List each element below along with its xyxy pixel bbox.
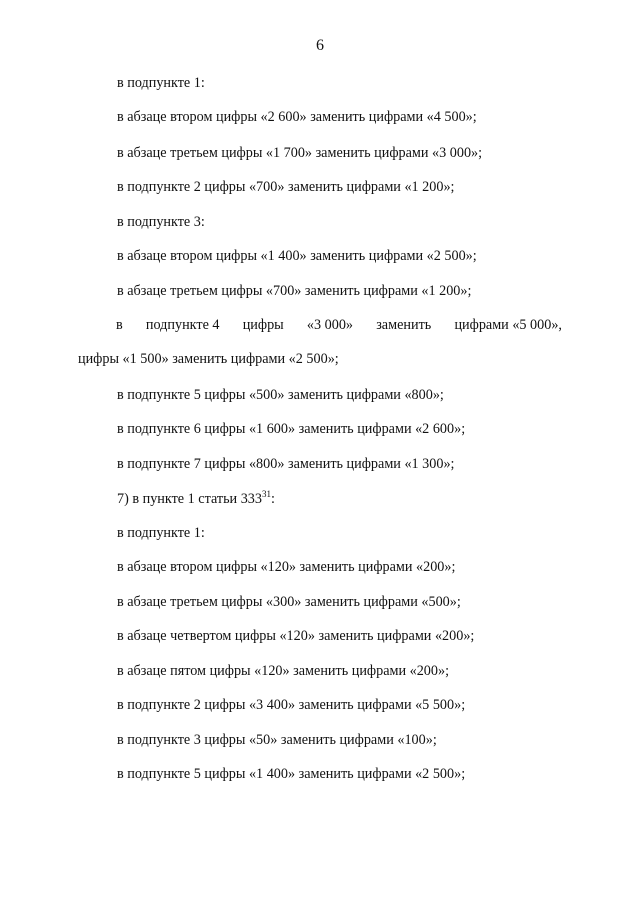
article-superscript: 31 bbox=[261, 489, 271, 499]
paragraph-word: заменить bbox=[376, 317, 432, 333]
document-line: в абзаце третьем цифры «300» заменить цифрами «500»; bbox=[117, 594, 461, 610]
justified-paragraph-line bbox=[116, 316, 562, 334]
document-line: в абзаце пятом цифры «120» заменить цифрами «200»; bbox=[117, 663, 450, 679]
document-line: в подпункте 5 цифры «1 400» заменить цифрами «2 500»; bbox=[117, 766, 466, 782]
paragraph-word: цифрами «5 000», bbox=[454, 317, 562, 333]
paragraph-word: цифры bbox=[242, 317, 284, 333]
document-line: в подпункте 7 цифры «800» заменить цифрами «1 300»; bbox=[117, 456, 455, 472]
document-line: в подпункте 2 цифры «3 400» заменить цифрами «5 500»; bbox=[117, 697, 466, 713]
document-line: в подпункте 3: bbox=[117, 214, 205, 230]
document-line: в абзаце четвертом цифры «120» заменить цифрами «200»; bbox=[117, 628, 475, 644]
document-line: в абзаце третьем цифры «1 700» заменить цифрами «3 000»; bbox=[117, 145, 483, 161]
paragraph-word: в bbox=[116, 317, 123, 333]
item-7-heading bbox=[117, 490, 275, 508]
paragraph-word: «3 000» bbox=[306, 317, 354, 333]
document-line: в абзаце третьем цифры «700» заменить цифрами «1 200»; bbox=[117, 283, 472, 299]
document-line: в подпункте 1: bbox=[117, 75, 205, 91]
page-number: 6 bbox=[316, 37, 324, 54]
document-line: в абзаце втором цифры «120» заменить цифрами «200»; bbox=[117, 559, 456, 575]
document-line: в подпункте 1: bbox=[117, 525, 205, 541]
document-line: в подпункте 2 цифры «700» заменить цифрами «1 200»; bbox=[117, 179, 455, 195]
document-line: в подпункте 5 цифры «500» заменить цифрами «800»; bbox=[117, 387, 444, 403]
paragraph-continuation: цифры «1 500» заменить цифрами «2 500»; bbox=[78, 351, 339, 367]
document-line: в абзаце втором цифры «2 600» заменить цифрами «4 500»; bbox=[117, 109, 477, 125]
item-7-text: 7) в пункте 1 статьи 333 bbox=[117, 491, 262, 507]
document-line: в абзаце втором цифры «1 400» заменить цифрами «2 500»; bbox=[117, 248, 477, 264]
paragraph-word: подпункте 4 bbox=[145, 317, 220, 333]
document-line: в подпункте 6 цифры «1 600» заменить цифрами «2 600»; bbox=[117, 421, 466, 437]
document-line: в подпункте 3 цифры «50» заменить цифрами «100»; bbox=[117, 732, 437, 748]
item-7-suffix: : bbox=[270, 491, 275, 507]
